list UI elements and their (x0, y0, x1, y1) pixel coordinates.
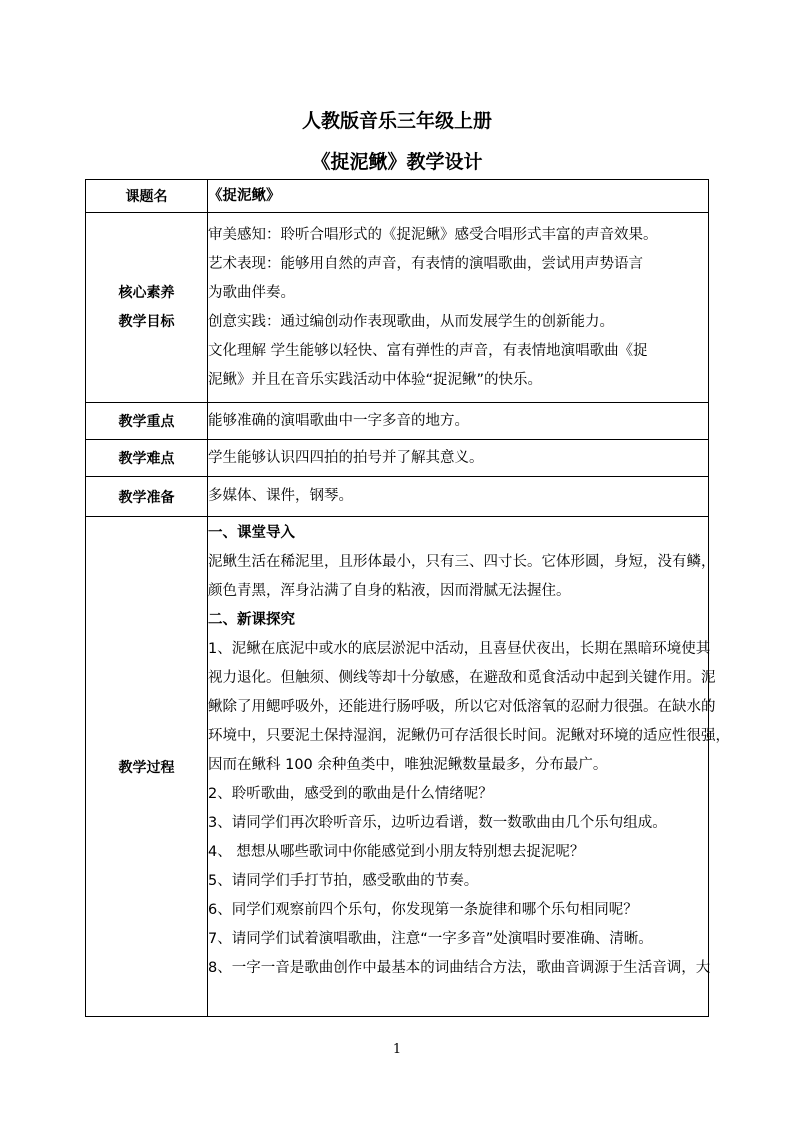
goals-label-line-1: 核心素养 (118, 284, 175, 301)
process-heading: 一、课堂导入 (208, 525, 295, 541)
goal-line: 审美感知：聆听合唱形式的《捉泥鳅》感受合唱形式丰富的声音效果。 (208, 226, 658, 243)
difficulties-label: 教学难点 (86, 440, 208, 477)
process-line: 7、请同学们试着演唱歌曲，注意“一字多音”处演唱时要准确、清晰。 (208, 931, 653, 947)
process-line: 鳅除了用鳃呼吸外，还能进行肠呼吸，所以它对低溶氧的忍耐力很强。在缺水的 (208, 699, 716, 715)
goals-label-line-2: 教学目标 (118, 313, 175, 330)
document-title: 人教版音乐三年级上册 (301, 110, 492, 132)
difficulties-text: 学生能够认识四四拍的拍号并了解其意义。 (208, 449, 484, 466)
process-line: 6、同学们观察前四个乐句，你发现第一条旋律和哪个乐句相同呢？ (208, 902, 638, 918)
process-line: 视力退化。但触须、侧线等却十分敏感，在避敌和觅食活动中起到关键作用。泥 (208, 670, 716, 686)
table-row-preparation (86, 477, 709, 517)
process-line: 泥鳅生活在稀泥里，且形体最小，只有三、四寸长。它体形圆，身短，没有鳞， (208, 554, 716, 570)
page-number: 1 (392, 1042, 402, 1057)
goal-line: 泥鳅》并且在音乐实践活动中体验“捉泥鳅”的快乐。 (208, 371, 543, 388)
process-line: 因而在鳅科 100 余种鱼类中，唯独泥鳅数量最多，分布最广。 (208, 757, 608, 773)
process-line: 8、一字一音是歌曲创作中最基本的词曲结合方法，歌曲音调源于生活音调，大 (208, 960, 711, 976)
preparation-label: 教学准备 (86, 477, 208, 517)
lesson-plan-table (85, 179, 730, 1017)
table-row-key-points (86, 403, 709, 440)
goal-line: 文化理解 学生能够以轻快、富有弹性的声音，有表情地演唱歌曲《捉 (208, 342, 648, 359)
difficulties-value (208, 440, 709, 477)
goal-line: 为歌曲伴奏。 (208, 284, 295, 301)
process-line: 4、 想想从哪些歌词中你能感觉到小朋友特别想去捉泥呢？ (208, 844, 585, 860)
preparation-value (208, 477, 709, 517)
process-label: 教学过程 (86, 517, 208, 1017)
process-line: 环境中，只要泥土保持湿润，泥鳅仍可存活很长时间。泥鳅对环境的适应性很强， (208, 728, 730, 744)
table-row-topic (86, 180, 709, 213)
topic-label: 课题名 (86, 180, 208, 213)
document-subtitle: 《捉泥鳅》教学设计 (311, 151, 483, 173)
goal-line: 艺术表现：能够用自然的声音，有表情的演唱歌曲，尝试用声势语言 (208, 255, 643, 272)
key-points-label: 教学重点 (86, 403, 208, 440)
goals-content (208, 213, 709, 403)
topic-value (208, 180, 709, 213)
goal-line: 创意实践：通过编创动作表现歌曲，从而发展学生的创新能力。 (208, 313, 614, 330)
table-row-goals (86, 213, 709, 403)
process-line: 5、请同学们手打节拍，感受歌曲的节奏。 (208, 873, 479, 889)
key-points-value (208, 403, 709, 440)
process-line: 3、请同学们再次聆听音乐，边听边看谱，数一数歌曲由几个乐句组成。 (208, 815, 667, 831)
goals-label (86, 213, 208, 403)
topic-value-text: 《捉泥鳅》 (208, 187, 281, 204)
process-content (208, 517, 730, 1017)
process-line: 2、聆听歌曲，感受到的歌曲是什么情绪呢？ (208, 786, 493, 802)
key-points-text: 能够准确的演唱歌曲中一字多音的地方。 (208, 412, 469, 429)
table-row-difficulties (86, 440, 709, 477)
process-line: 1、泥鳅在底泥中或水的底层淤泥中活动，且喜昼伏夜出，长期在黑暗环境使其 (208, 641, 711, 657)
process-line: 颜色青黑，浑身沾满了自身的粘液，因而滑腻无法握住。 (208, 583, 571, 599)
process-heading: 二、新课探究 (208, 612, 295, 628)
preparation-text: 多媒体、课件，钢琴。 (208, 488, 353, 504)
table-row-process (86, 517, 709, 1017)
